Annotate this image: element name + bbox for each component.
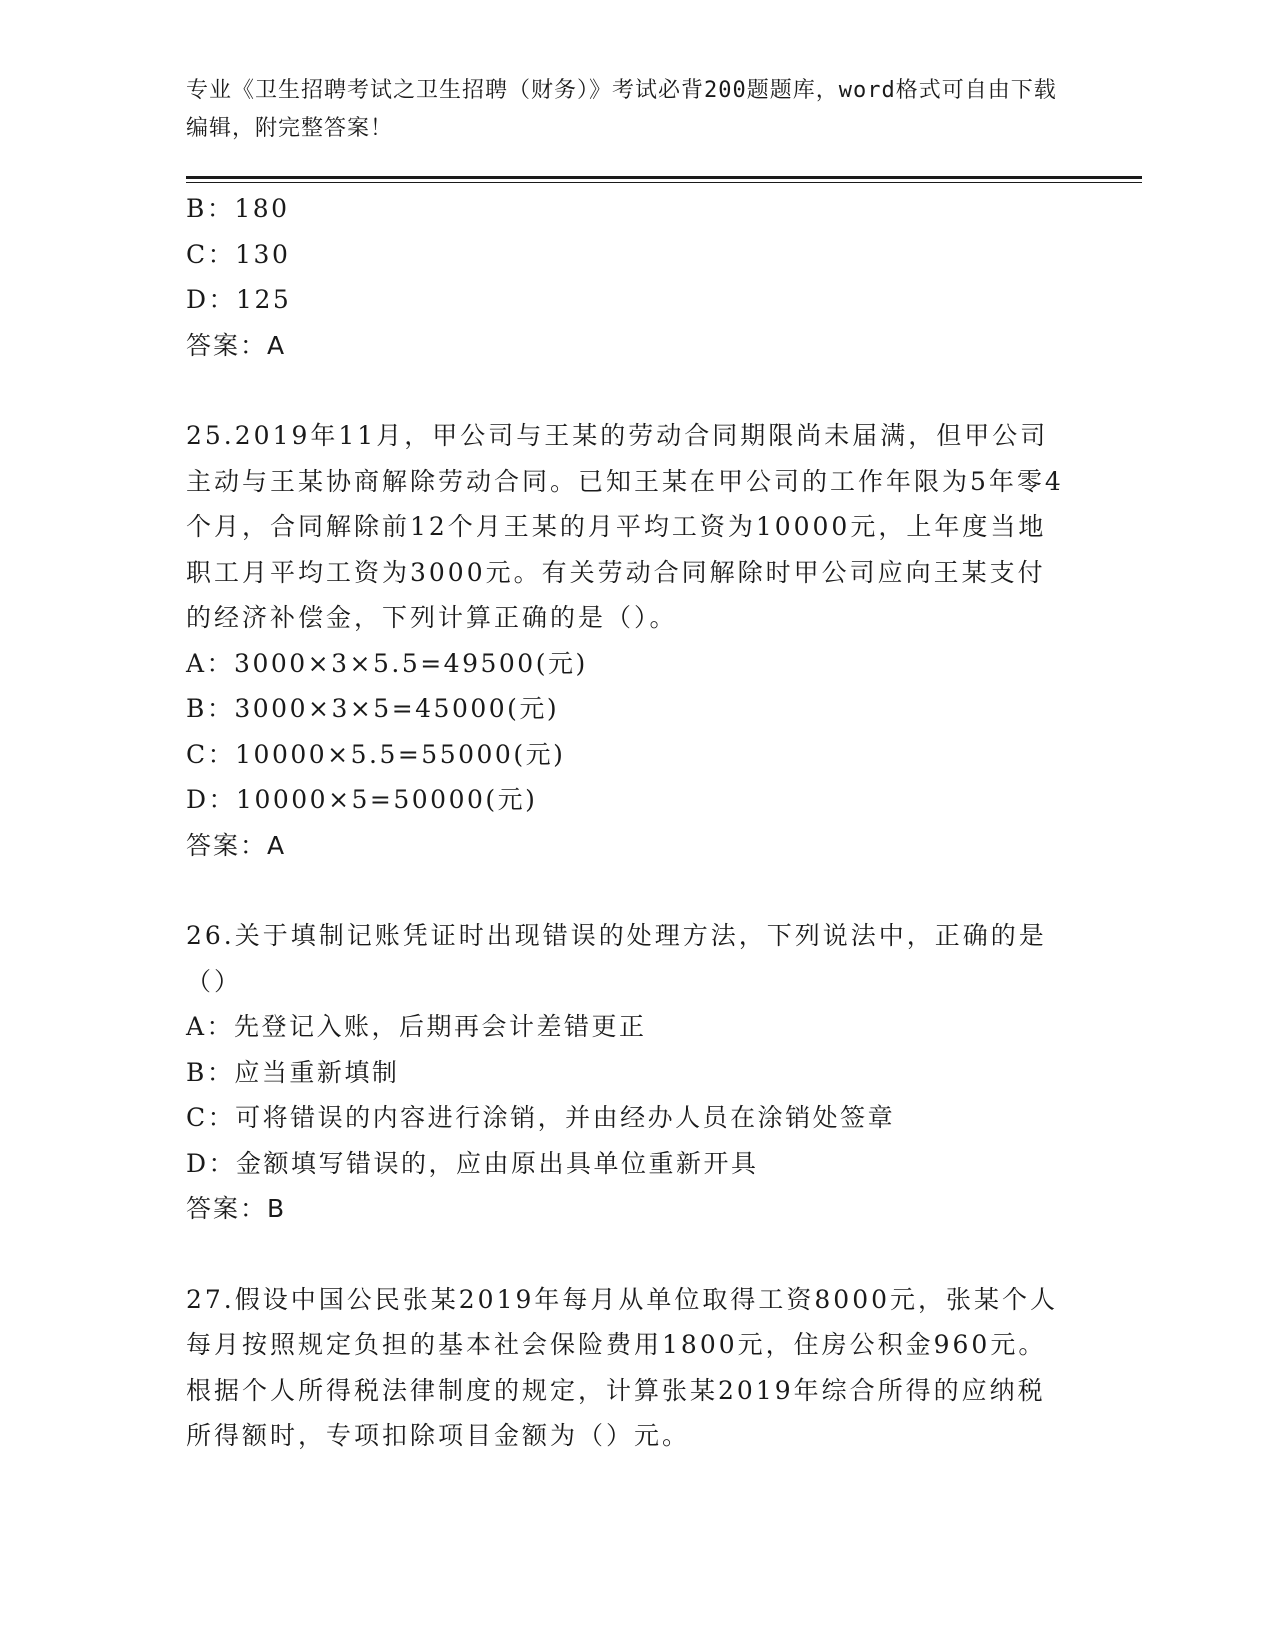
option-b: B：3000×3×5=45000(元) bbox=[186, 694, 560, 723]
header-rule bbox=[186, 176, 1142, 179]
question-stem: 25.2019年11月，甲公司与王某的劳动合同期限尚未届满，但甲公司主动与王某协商解除劳动合同。已知王某在甲公司的工作年限为5年零4个月，合同解除前12个月王某的月平均工资为10000元，上年度当地职工月平均工资为3000元。有关劳动合同解除时甲公司应向王某支付的经济补偿金，下列计算正确的是（）。 bbox=[186, 421, 1064, 632]
page-header-title: 专业《卫生招聘考试之卫生招聘（财务）》考试必背200题题库，word格式可自由下载编辑，附完整答案！ bbox=[186, 78, 1057, 141]
option-a: A：3000×3×5.5=49500(元) bbox=[186, 648, 588, 678]
answer-line: 答案：B bbox=[186, 1194, 287, 1223]
spacer bbox=[186, 868, 1066, 913]
answer-line: 答案：A bbox=[186, 330, 287, 360]
option-a: A：先登记入账，后期再会计差错更正 bbox=[186, 1012, 647, 1041]
option-c: C：可将错误的内容进行涂销，并由经办人员在涂销处签章 bbox=[186, 1103, 896, 1132]
question-stem: 26.关于填制记账凭证时出现错误的处理方法，下列说法中，正确的是（） bbox=[186, 921, 1047, 996]
question-26 bbox=[186, 913, 1066, 1232]
prev-question-block bbox=[186, 186, 1066, 368]
question-content bbox=[186, 186, 1066, 1459]
option-c: C：10000×5.5=55000(元) bbox=[186, 739, 566, 769]
option-c: C：130 bbox=[186, 239, 291, 269]
spacer bbox=[186, 1232, 1066, 1277]
spacer bbox=[186, 368, 1066, 413]
header-rule-thin bbox=[186, 182, 1142, 183]
option-b: B：应当重新填制 bbox=[186, 1057, 400, 1087]
question-25 bbox=[186, 413, 1066, 868]
question-stem: 27.假设中国公民张某2019年每月从单位取得工资8000元，张某个人每月按照规定负担的基本社会保险费用1800元，住房公积金960元。根据个人所得税法律制度的规定，计算张某2019年综合所得的应纳税所得额时，专项扣除项目金额为（）元。 bbox=[186, 1284, 1059, 1450]
option-d: D：金额填写错误的，应由原出具单位重新开具 bbox=[186, 1148, 759, 1178]
option-b: B：180 bbox=[186, 194, 290, 223]
answer-line: 答案：A bbox=[186, 830, 287, 860]
option-d: D：125 bbox=[186, 285, 292, 314]
option-d: D：10000×5=50000(元) bbox=[186, 785, 538, 814]
question-27 bbox=[186, 1277, 1066, 1459]
